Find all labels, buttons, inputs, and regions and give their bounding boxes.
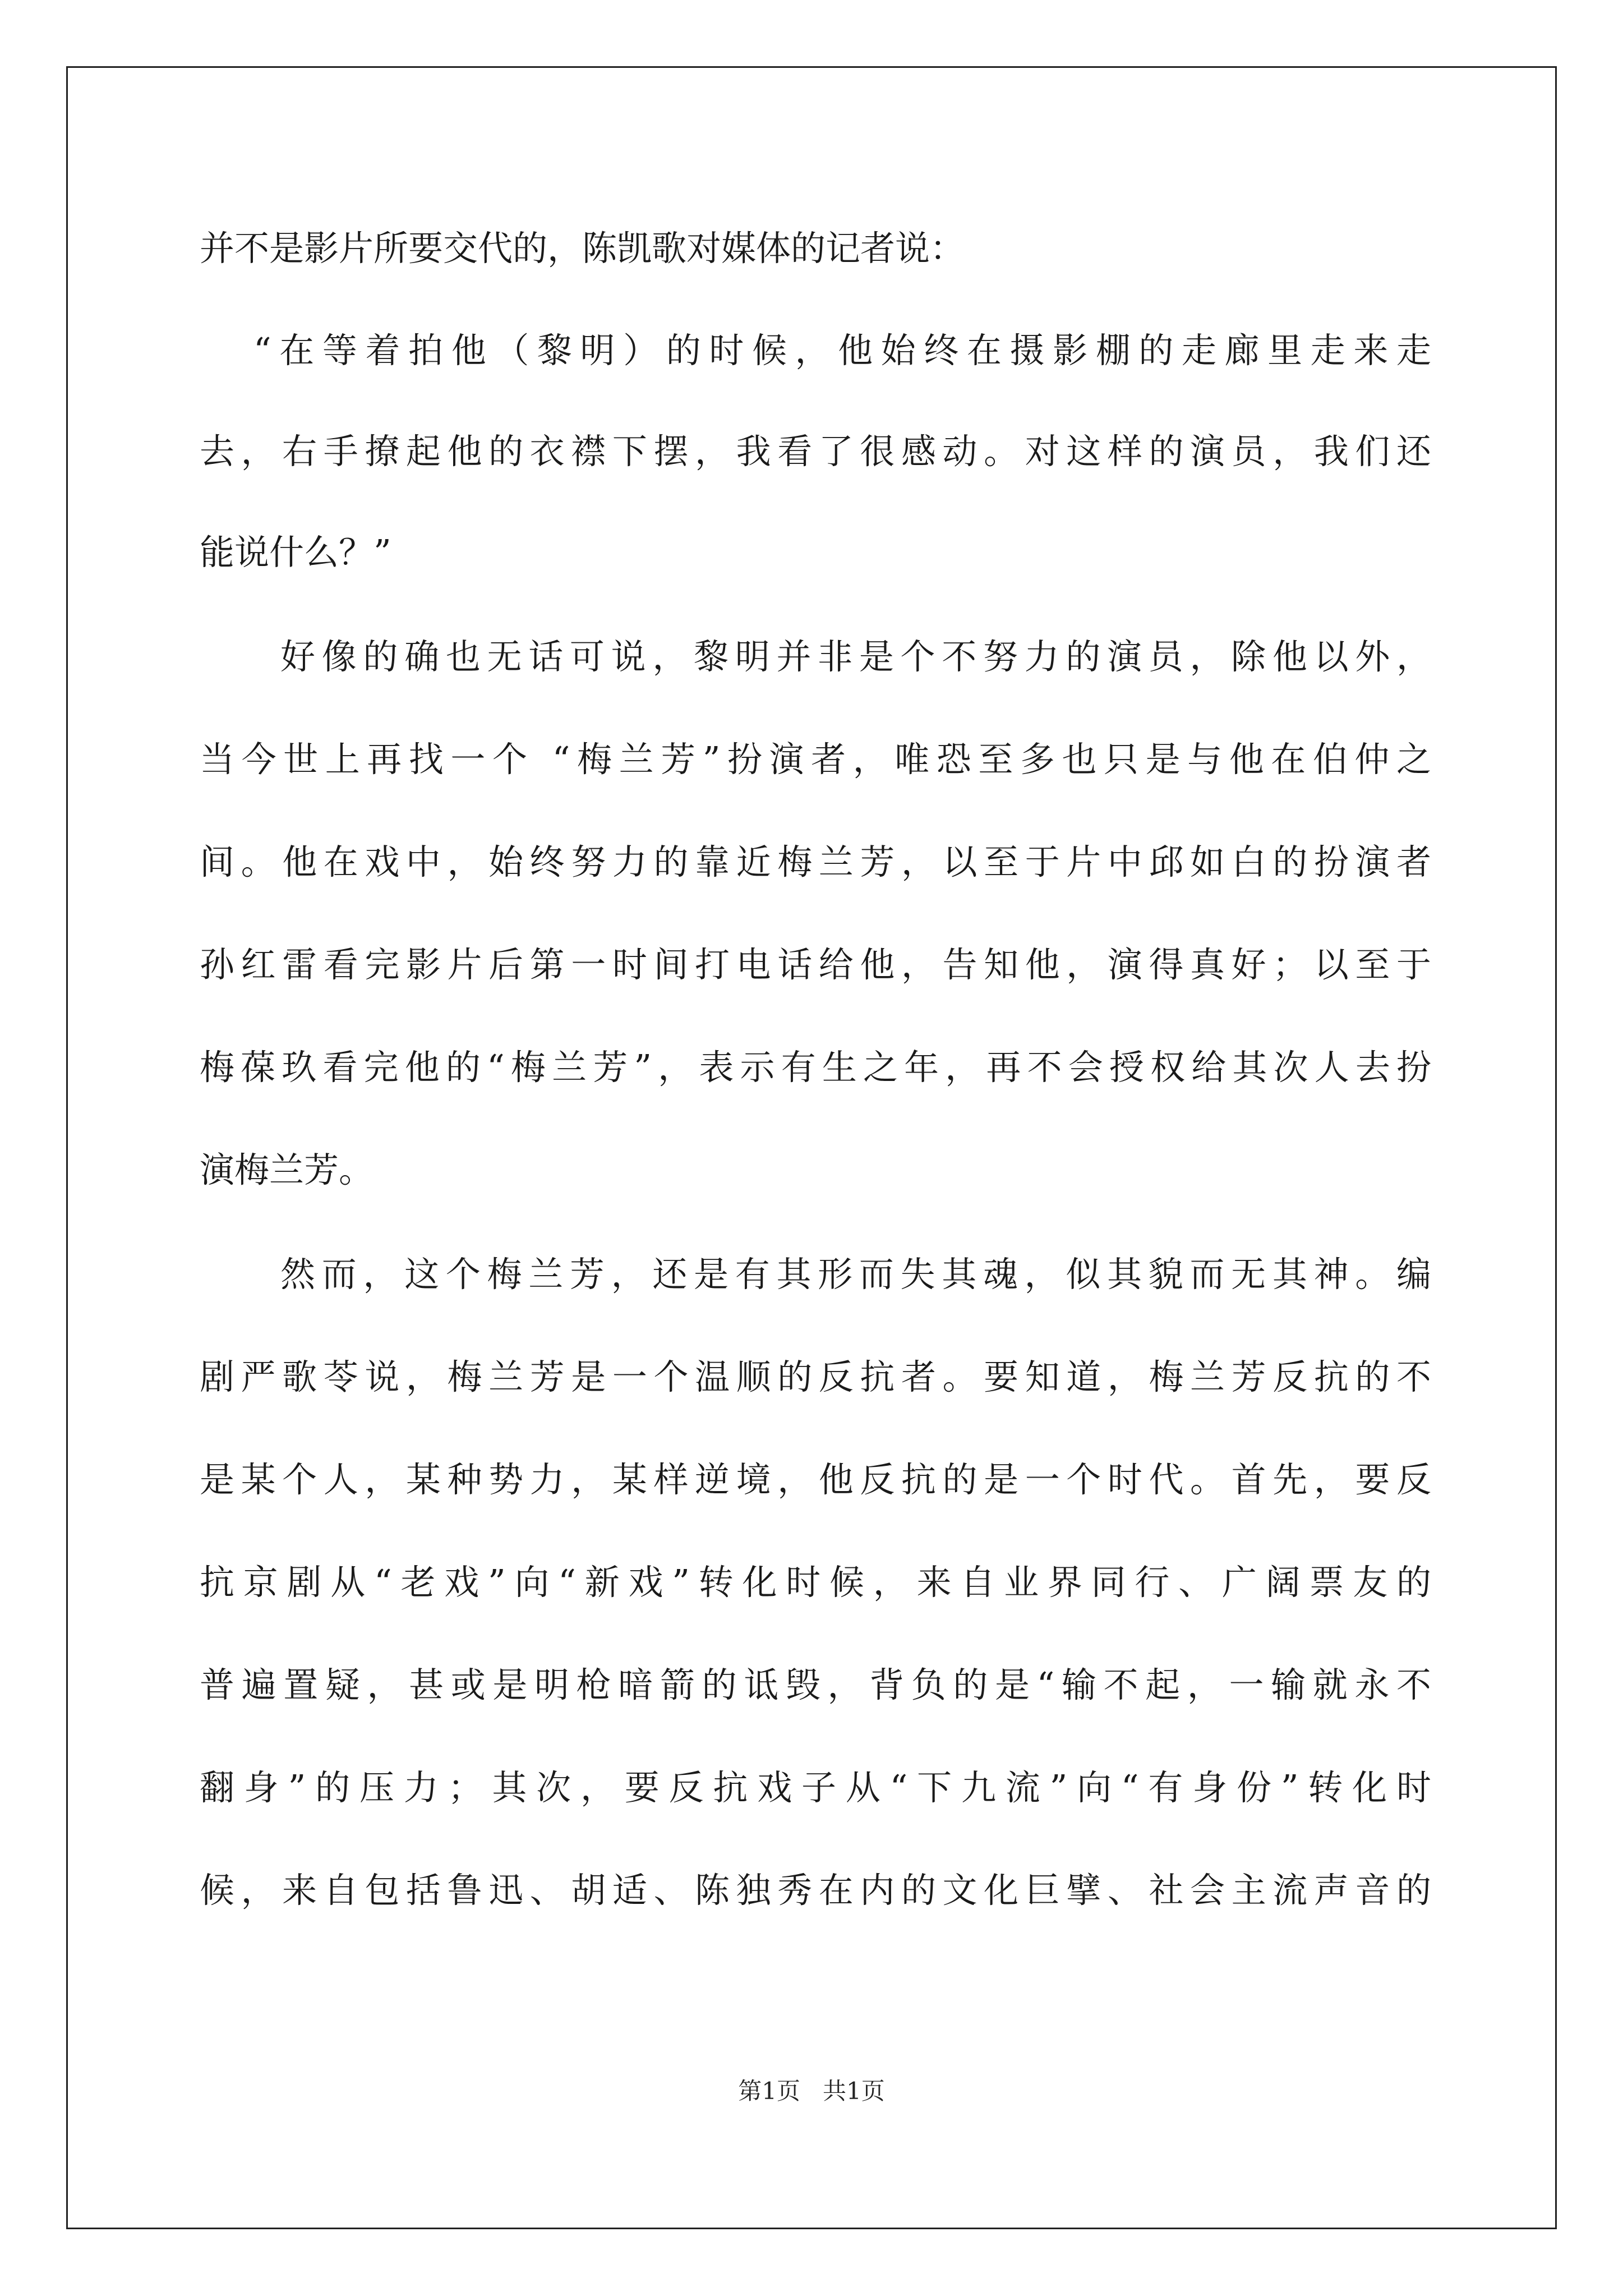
text-line-2: “在等着拍他（黎明）的时候，他始终在摄影棚的走廊里走来走 bbox=[253, 330, 1431, 371]
text-line-6: 当今世上再找一个 “梅兰芳”扮演者，唯恐至多也只是与他在伯仲之 bbox=[200, 739, 1431, 780]
text-line-15: 普遍置疑，甚或是明枪暗箭的诋毁，背负的是“输不起，一输就永不 bbox=[200, 1664, 1431, 1705]
text-line-12: 剧严歌苓说，梅兰芳是一个温顺的反抗者。要知道，梅兰芳反抗的不 bbox=[200, 1356, 1431, 1397]
page-number-footer: 第1页 共1页 bbox=[738, 2077, 885, 2105]
text-line-7: 间。他在戏中，始终努力的靠近梅兰芳，以至于片中邱如白的扮演者 bbox=[200, 841, 1431, 882]
text-line-9: 梅葆玖看完他的“梅兰芳”，表示有生之年，再不会授权给其次人去扮 bbox=[200, 1047, 1431, 1088]
text-line-13: 是某个人，某种势力，某样逆境，他反抗的是一个时代。首先，要反 bbox=[200, 1459, 1431, 1500]
text-line-16: 翻身”的压力；其次，要反抗戏子从“下九流”向“有身份”转化时 bbox=[200, 1767, 1431, 1808]
text-line-5: 好像的确也无话可说，黎明并非是个不努力的演员，除他以外， bbox=[280, 636, 1431, 677]
text-line-1: 并不是影片所要交代的，陈凯歌对媒体的记者说： bbox=[200, 228, 965, 269]
text-line-11: 然而，这个梅兰芳，还是有其形而失其魂，似其貌而无其神。编 bbox=[280, 1254, 1431, 1295]
text-line-14: 抗京剧从“老戏”向“新戏”转化时候，来自业界同行、广阔票友的 bbox=[200, 1562, 1431, 1603]
text-line-10: 演梅兰芳。 bbox=[200, 1149, 374, 1190]
text-line-3: 去，右手撩起他的衣襟下摆，我看了很感动。对这样的演员，我们还 bbox=[200, 431, 1431, 472]
text-line-8: 孙红雷看完影片后第一时间打电话给他，告知他，演得真好；以至于 bbox=[200, 944, 1431, 985]
text-line-17: 候，来自包括鲁迅、胡适、陈独秀在内的文化巨擘、社会主流声音的 bbox=[200, 1870, 1431, 1911]
text-line-4: 能说什么？” bbox=[200, 532, 391, 573]
